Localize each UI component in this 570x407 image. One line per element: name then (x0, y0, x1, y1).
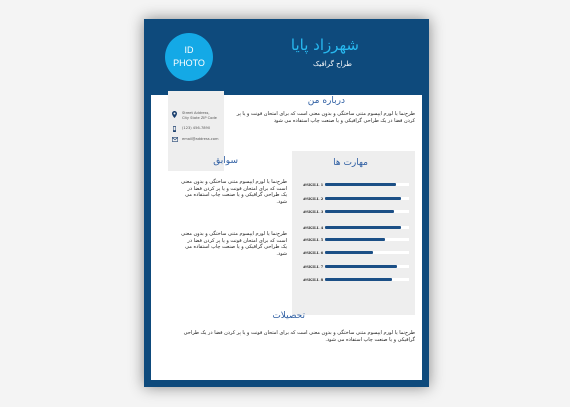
skill-label: #SKILL 4 (303, 225, 324, 230)
skills-panel (292, 151, 415, 315)
skill-bar-track (325, 226, 409, 229)
phone-number: (123) 456-7890 (182, 126, 211, 130)
skill-row (303, 237, 413, 243)
skill-label: #SKILL 5 (303, 237, 324, 242)
skill-bar-fill (325, 210, 394, 213)
skill-row (303, 277, 413, 283)
skill-bar-fill (325, 183, 396, 186)
address-line1: Street Address, (182, 111, 210, 115)
right-border (422, 19, 429, 387)
email-address: email@address.com (182, 137, 219, 141)
skill-row (303, 182, 413, 188)
skill-row (303, 264, 413, 270)
skill-bar-track (325, 197, 409, 200)
person-name: شهرزاد پایا (290, 36, 359, 54)
skill-bar-fill (325, 197, 401, 200)
skill-label: #SKILL 1 (303, 182, 324, 187)
experience-paragraph-1: طرح‌نما یا لورم ایپسوم متنی ساختگی و بدون معنی است که برای امتحان فونت و یا پر کردن فضا در یک طراحی گرافیکی و یا صنعت چاپ استفاده می شود. (181, 179, 287, 205)
skill-label: #SKILL 6 (303, 250, 324, 255)
skill-bar-track (325, 238, 409, 241)
photo-label-line1: ID (184, 45, 194, 55)
skill-bar-fill (325, 265, 397, 268)
contact-email (171, 137, 218, 142)
skill-bar-track (325, 278, 409, 281)
experience-title: سوابق (213, 156, 238, 166)
location-pin-icon (171, 111, 178, 118)
skill-label: #SKILL 2 (303, 196, 324, 201)
skills-title: مهارت ها (333, 158, 368, 168)
skill-row (303, 209, 413, 215)
skill-bar-fill (325, 238, 385, 241)
skill-bar-track (325, 183, 409, 186)
skill-bar-fill (325, 251, 373, 254)
skill-label: #SKILL 3 (303, 209, 324, 214)
skill-bar-fill (325, 226, 401, 229)
bottom-border (144, 380, 429, 387)
skill-bar-track (325, 210, 409, 213)
about-text: طرح‌نما یا لورم ایپسوم متنی ساختگی و بدون معنی است که برای امتحان فونت و یا پر کردن فضا در یک طراحی گرافیکی و یا صنعت چاپ استفاده می شود (236, 111, 415, 124)
experience-paragraph-2: طرح‌نما یا لورم ایپسوم متنی ساختگی و بدون معنی است که برای امتحان فونت و یا پر کردن فضا در یک طراحی گرافیکی و یا صنعت چاپ استفاده می شود. (181, 231, 287, 257)
about-title: درباره من (307, 96, 345, 106)
skill-bar-track (325, 265, 409, 268)
email-icon (171, 137, 178, 142)
resume-page (144, 19, 429, 387)
education-title: تحصیلات (272, 311, 305, 321)
id-photo-placeholder (165, 33, 213, 81)
skill-row (303, 196, 413, 202)
skill-row (303, 225, 413, 231)
skill-label: #SKILL 7 (303, 264, 324, 269)
skill-row (303, 250, 413, 256)
left-border (144, 19, 151, 387)
contact-phone (171, 126, 210, 132)
skill-label: #SKILL 8 (303, 277, 324, 282)
contact-address (171, 111, 217, 121)
address-line2: City State ZIP Code (182, 116, 217, 120)
phone-icon (171, 126, 178, 132)
skill-bar-fill (325, 278, 392, 281)
education-text: طرح‌نما یا لورم ایپسوم متنی ساختگی و بدون معنی است که برای امتحان فونت و یا پر کردن فضا در یک طراحی گرافیکی و یا صنعت چاپ استفاده می شود. (183, 330, 415, 343)
photo-label-line2: PHOTO (173, 58, 205, 68)
job-title: طراح گرافیک (313, 60, 352, 68)
skill-bar-track (325, 251, 409, 254)
